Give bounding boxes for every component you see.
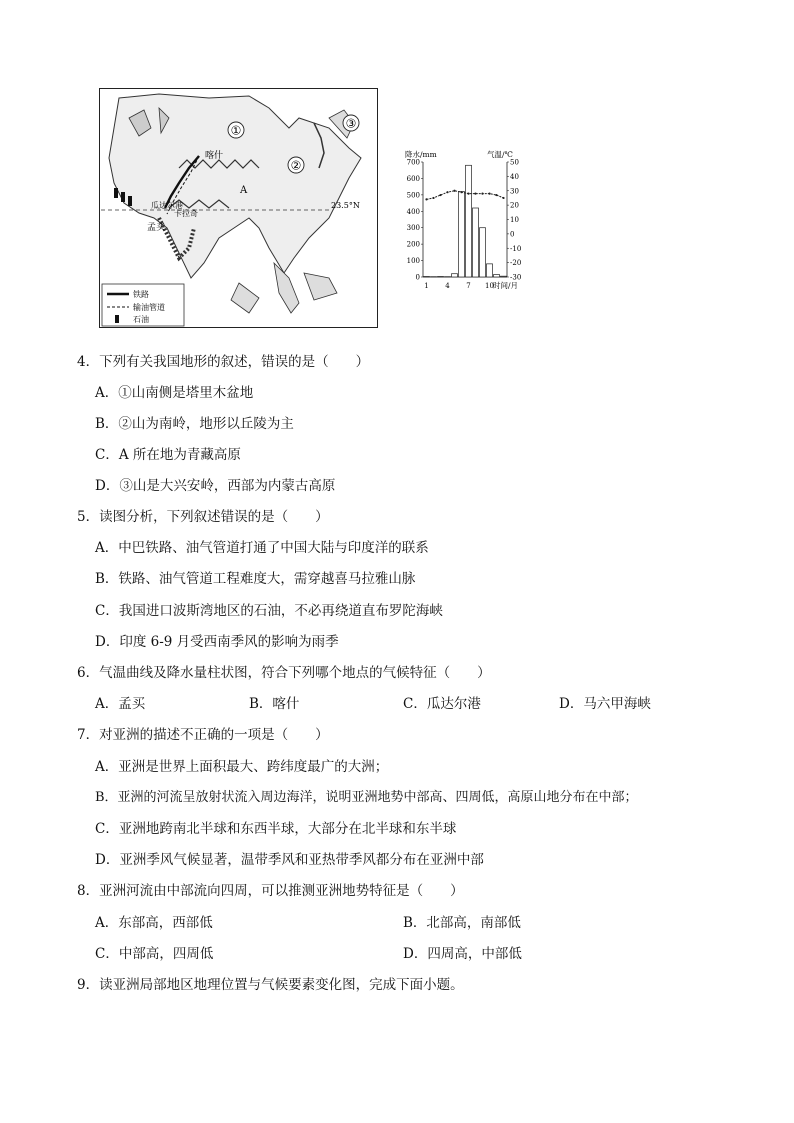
label-point-a: A (240, 185, 248, 196)
question-6-option-c: C．瓜达尔港 (403, 696, 481, 712)
right-tick-label: 0 (510, 230, 515, 239)
question-4-stem: 4．下列有关我国地形的叙述，错误的是（ ） (77, 354, 370, 370)
x-tick-label: 10 (485, 282, 494, 290)
question-7-option-c: C．亚洲地跨南北半球和东西半球，大部分在北半球和东半球 (95, 821, 457, 837)
question-5-stem: 5．读图分析，下列叙述错误的是（ ） (77, 509, 329, 525)
x-tick-label: 1 (424, 282, 429, 290)
left-tick-label: 400 (406, 207, 420, 216)
question-4-option-a: A．①山南侧是塔里木盆地 (95, 385, 254, 401)
left-tick-label: 100 (406, 257, 420, 266)
question-5-option-d: D．印度 6-9 月受西南季风的影响为雨季 (95, 634, 339, 650)
label-tropic: 23.5°N (331, 201, 360, 210)
label-gwadar: 瓜达尔港 (151, 201, 183, 210)
question-5-option-c: C．我国进口波斯湾地区的石油，不必再绕道直布罗陀海峡 (95, 603, 443, 619)
legend-railway: 铁路 (133, 290, 149, 299)
question-8-option-b: B．北部高，南部低 (403, 915, 521, 931)
label-karachi: 卡拉奇 (174, 209, 198, 218)
right-tick-label: -20 (510, 259, 522, 268)
right-tick-label: 10 (510, 216, 519, 224)
legend-oil: 石油 (133, 315, 149, 324)
legend-pipeline: 输油管道 (133, 303, 165, 312)
right-tick-label: -10 (510, 244, 522, 253)
question-6-stem: 6．气温曲线及降水量柱状图，符合下列哪个地点的气候特征（ ） (77, 665, 491, 681)
svg-text:③: ③ (345, 116, 357, 131)
label-mumbai: 孟买 (147, 223, 166, 233)
question-8-option-d: D．四周高，中部低 (403, 946, 522, 962)
right-tick-label: 20 (510, 201, 519, 210)
question-7-option-b: B．亚洲的河流呈放射状流入周边海洋，说明亚洲地势中部高、四周低，高原山地分布在中部； (95, 790, 638, 805)
question-6-option-a: A．孟买 (95, 696, 146, 712)
question-6-option-b: B．喀什 (249, 696, 300, 712)
label-kashgar: 喀什 (205, 151, 224, 161)
left-tick-label: 300 (406, 224, 420, 233)
right-tick-label: -30 (510, 273, 522, 282)
left-tick-label: 0 (415, 273, 420, 282)
right-tick-label: 50 (510, 158, 519, 167)
question-8-option-a: A．东部高，西部低 (95, 915, 213, 931)
left-tick-label: 600 (406, 174, 420, 183)
question-4-option-c: C．A 所在地为青藏高原 (95, 447, 241, 463)
question-6-option-d: D．马六甲海峡 (559, 696, 651, 712)
question-7-option-d: D．亚洲季风气候显著，温带季风和亚热带季风都分布在亚洲中部 (95, 852, 484, 868)
question-9-stem: 9．读亚洲局部地区地理位置与气候要素变化图，完成下面小题。 (77, 977, 464, 993)
question-8-option-c: C．中部高，四周低 (95, 946, 214, 962)
left-tick-label: 700 (406, 158, 420, 167)
left-tick-label: 500 (406, 191, 420, 200)
svg-text:①: ① (230, 123, 242, 138)
left-axis-title: 降水/mm (405, 150, 437, 159)
right-tick-label: 30 (510, 187, 519, 196)
question-5-option-b: B．铁路、油气管道工程难度大，需穿越喜马拉雅山脉 (95, 571, 416, 587)
x-tick-label: 7 (466, 282, 471, 290)
x-unit-label: 时间/月 (493, 281, 519, 290)
right-axis-title: 气温/℃ (487, 150, 513, 159)
right-tick-label: 40 (510, 172, 519, 181)
question-7-stem: 7．对亚洲的描述不正确的一项是（ ） (77, 727, 329, 743)
question-4-option-d: D．③山是大兴安岭，西部为内蒙古高原 (95, 478, 336, 494)
question-8-stem: 8．亚洲河流由中部流向四周，可以推测亚洲地势特征是（ ） (77, 883, 464, 899)
svg-text:②: ② (290, 158, 302, 173)
question-7-option-a: A．亚洲是世界上面积最大、跨纬度最广的大洲； (95, 759, 389, 775)
question-5-option-a: A．中巴铁路、油气管道打通了中国大陆与印度洋的联系 (95, 540, 429, 556)
left-tick-label: 200 (406, 240, 420, 249)
x-tick-label: 4 (445, 282, 450, 290)
question-4-option-b: B．②山为南岭，地形以丘陵为主 (95, 416, 294, 432)
